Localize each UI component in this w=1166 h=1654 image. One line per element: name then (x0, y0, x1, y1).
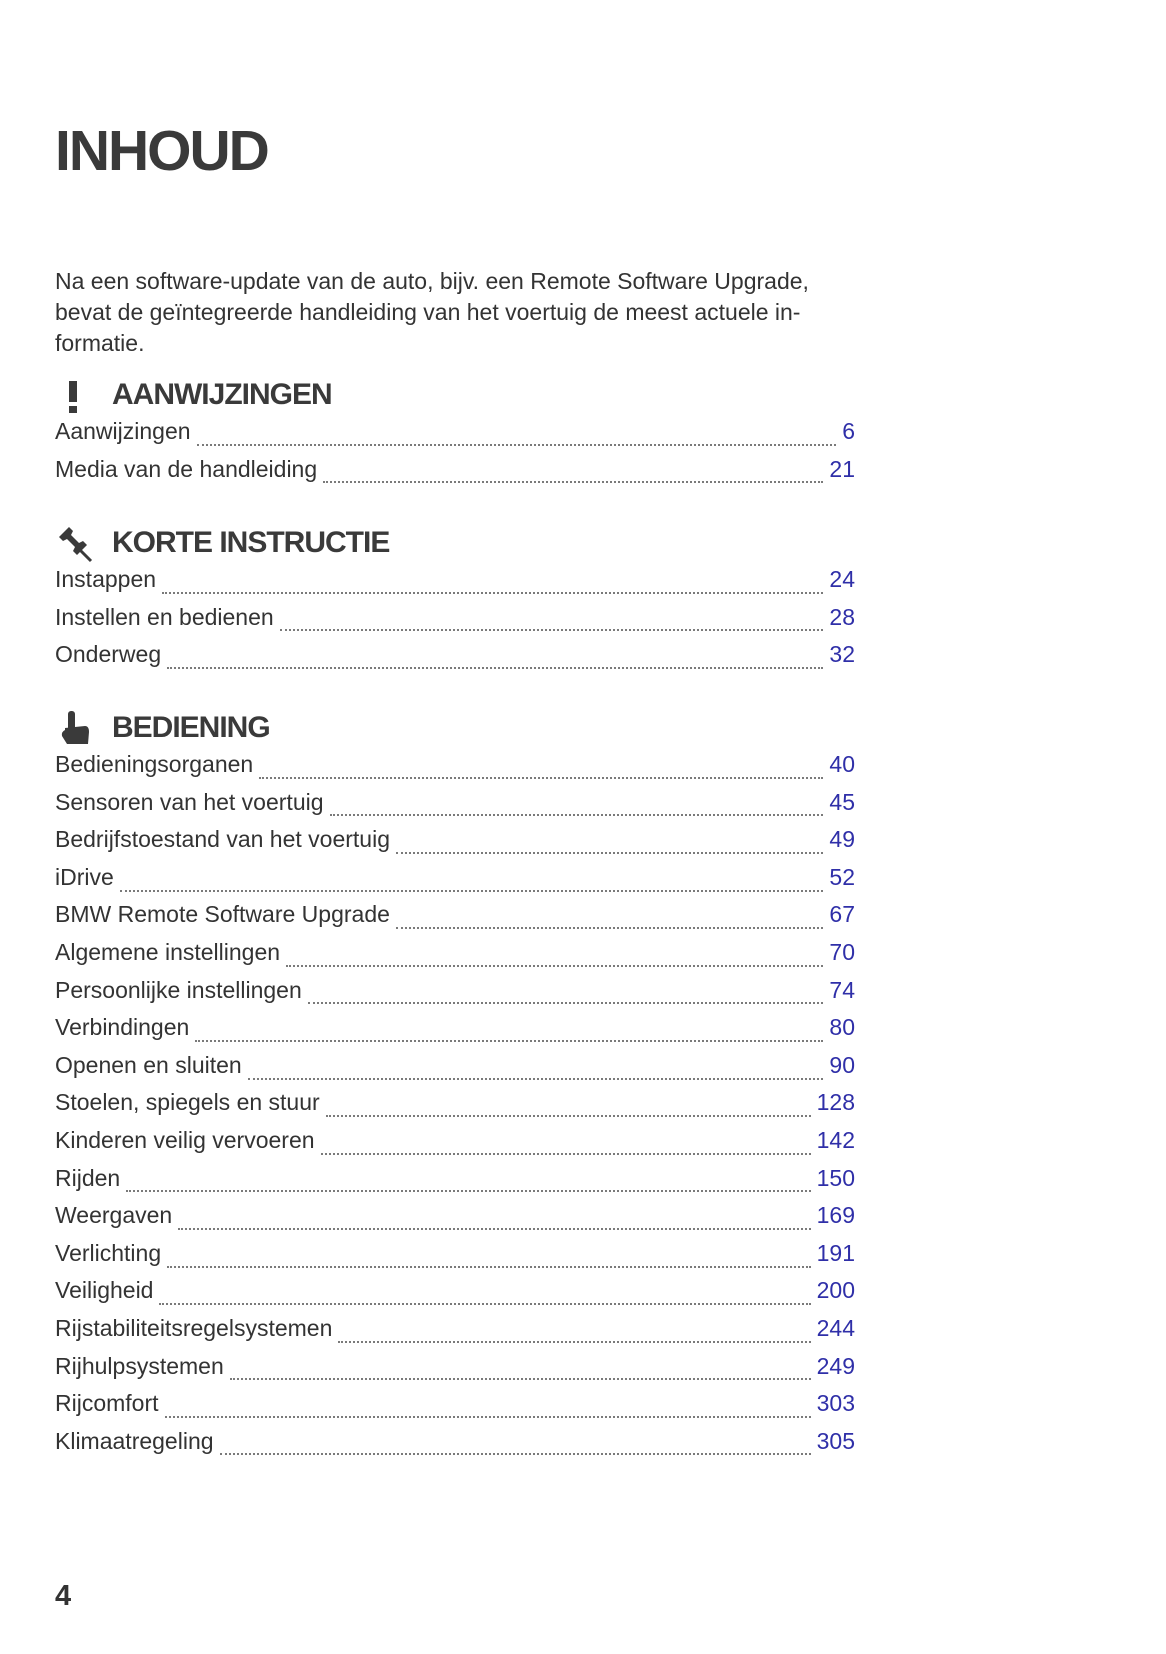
leader-dots (338, 1341, 810, 1343)
toc-entry[interactable] (55, 1014, 855, 1052)
leader-dots (286, 965, 823, 967)
toc-entry-label: Kinderen veilig vervoeren (55, 1126, 315, 1153)
toc-entry[interactable] (55, 1165, 855, 1203)
toc-entry[interactable] (55, 789, 855, 827)
leader-dots (120, 890, 824, 892)
toc-entry[interactable] (55, 1353, 855, 1391)
toc-entry-page[interactable]: 90 (829, 1051, 855, 1078)
leader-dots (230, 1378, 811, 1380)
section-title: AANWIJZINGEN (112, 378, 332, 411)
toc-entry[interactable] (55, 1127, 855, 1165)
toc-entry[interactable] (55, 1428, 855, 1466)
toc-entry-page[interactable]: 28 (829, 603, 855, 630)
leader-dots (167, 1266, 811, 1268)
toc-entry[interactable] (55, 751, 855, 789)
leader-dots (248, 1078, 824, 1080)
section-header (55, 705, 855, 751)
toc-entry-label: Instellen en bedienen (55, 603, 274, 630)
leader-dots (159, 1303, 810, 1305)
toc-entry-label: Verbindingen (55, 1014, 190, 1041)
page-number: 4 (55, 1580, 72, 1612)
leader-dots (396, 927, 824, 929)
toc-entry-label: Rijhulpsystemen (55, 1352, 224, 1379)
toc-entry-label: Aanwijzingen (55, 418, 191, 444)
toc-entry-page[interactable]: 244 (816, 1314, 855, 1341)
section-header (55, 372, 855, 418)
leader-dots (308, 1002, 824, 1004)
toc-entry-page[interactable]: 249 (816, 1352, 855, 1379)
toc-entry[interactable] (55, 456, 855, 494)
toc-entry-label: Sensoren van het voertuig (55, 788, 324, 815)
leader-dots (165, 1416, 811, 1418)
toc-entry[interactable] (55, 1202, 855, 1240)
section-bediening (55, 705, 855, 1465)
toc-entry-page[interactable]: 32 (829, 641, 855, 668)
toc-entry-label: Bedrijfstoestand van het voertuig (55, 826, 390, 853)
toc-entry[interactable] (55, 1277, 855, 1315)
leader-dots (195, 1040, 823, 1042)
toc-entry[interactable] (55, 901, 855, 939)
toc-entry-label: Rijstabiliteitsregelsystemen (55, 1314, 333, 1341)
toc-entry[interactable] (55, 977, 855, 1015)
toc-entry[interactable] (55, 939, 855, 977)
toc-entry-page[interactable]: 24 (829, 566, 855, 592)
toc-entry[interactable] (55, 864, 855, 902)
toc-entry-label: Klimaatregeling (55, 1427, 214, 1454)
toc-entry-label: Algemene instellingen (55, 938, 281, 965)
toc-entry-page[interactable]: 80 (829, 1014, 855, 1041)
intro-line: Na een software-update van de auto, bijv. een Remote Software Upgrade, (55, 268, 809, 294)
toc-entry-label: Verlichting (55, 1239, 162, 1266)
leader-dots (280, 629, 824, 631)
toc-entry-page[interactable]: 21 (829, 455, 855, 482)
toc-entry-label: Weergaven (55, 1202, 173, 1229)
toc-list (55, 751, 855, 1465)
leader-dots (259, 777, 823, 779)
toc-entry-label: Bedieningsorganen (55, 751, 254, 777)
toc-entry-page[interactable]: 40 (829, 751, 855, 777)
toc-entry-page[interactable]: 52 (829, 863, 855, 890)
toc-list (55, 418, 855, 493)
leader-dots (178, 1228, 810, 1230)
leader-dots (321, 1153, 811, 1155)
toc-entry-page[interactable]: 303 (816, 1390, 855, 1417)
toc-entry-label: Instappen (55, 566, 157, 592)
toc-list (55, 566, 855, 679)
toc-entry-page[interactable]: 169 (816, 1202, 855, 1229)
toc-entry-page[interactable]: 200 (816, 1277, 855, 1304)
toc-entry-page[interactable]: 128 (816, 1089, 855, 1116)
leader-dots (126, 1190, 810, 1192)
leader-dots (326, 1115, 811, 1117)
section-header (55, 520, 855, 566)
toc-entry-page[interactable]: 45 (829, 788, 855, 815)
section-title: BEDIENING (112, 711, 270, 744)
toc-entry-page[interactable]: 191 (816, 1239, 855, 1266)
leader-dots (330, 814, 824, 816)
toc-entry[interactable] (55, 641, 855, 679)
leader-dots (162, 592, 823, 594)
toc-entry-label: Rijcomfort (55, 1390, 159, 1417)
toc-entry-label: Persoonlijke instellingen (55, 976, 302, 1003)
leader-dots (220, 1453, 811, 1455)
section-title: KORTE INSTRUCTIE (112, 526, 390, 559)
intro-text (55, 266, 875, 359)
toc-entry-page[interactable]: 305 (816, 1427, 855, 1454)
toc-entry[interactable] (55, 1315, 855, 1353)
intro-line: formatie. (55, 330, 145, 356)
leader-dots (323, 481, 823, 483)
leader-dots (197, 444, 837, 446)
exclamation-icon (55, 372, 101, 418)
section-aanwijzingen (55, 372, 855, 493)
toc-entry-page[interactable]: 142 (816, 1126, 855, 1153)
toc-entry[interactable] (55, 1052, 855, 1090)
toc-entry-label: Stoelen, spiegels en stuur (55, 1089, 320, 1116)
pin-icon (55, 520, 101, 566)
toc-entry-label: BMW Remote Software Upgrade (55, 901, 390, 928)
toc-entry-page[interactable]: 67 (829, 901, 855, 928)
section-korte-instructie (55, 520, 855, 679)
toc-entry-label: iDrive (55, 863, 114, 890)
toc-entry[interactable] (55, 826, 855, 864)
pointing-hand-icon (55, 705, 101, 751)
toc-entry[interactable] (55, 566, 855, 604)
leader-dots (396, 852, 823, 854)
leader-dots (167, 667, 823, 669)
toc-entry-label: Veiligheid (55, 1277, 154, 1304)
toc-entry-label: Onderweg (55, 641, 162, 668)
toc-entry-page[interactable]: 150 (816, 1164, 855, 1191)
toc-entry-page[interactable]: 74 (829, 976, 855, 1003)
toc-entry[interactable] (55, 418, 855, 456)
toc-entry-page[interactable]: 6 (842, 418, 855, 444)
toc-entry[interactable] (55, 1390, 855, 1428)
toc-entry-page[interactable]: 49 (829, 826, 855, 853)
toc-entry-label: Openen en sluiten (55, 1051, 242, 1078)
toc-entry-label: Rijden (55, 1164, 121, 1191)
toc-entry-label: Media van de handleiding (55, 455, 318, 482)
toc-entry[interactable] (55, 604, 855, 642)
toc-entry-page[interactable]: 70 (829, 938, 855, 965)
intro-line: bevat de geïntegreerde handleiding van het voertuig de meest actuele in- (55, 299, 801, 325)
toc-entry[interactable] (55, 1089, 855, 1127)
page-title: INHOUD (55, 119, 268, 183)
toc-entry[interactable] (55, 1240, 855, 1278)
